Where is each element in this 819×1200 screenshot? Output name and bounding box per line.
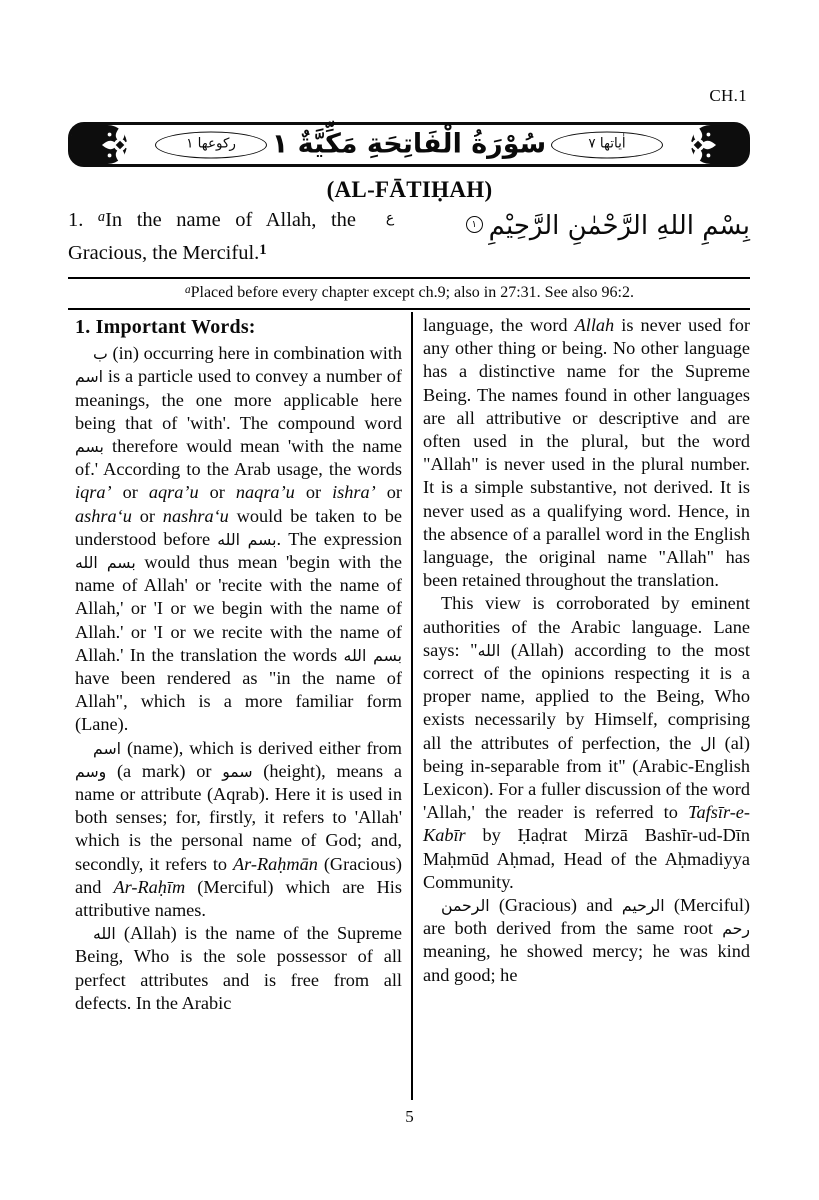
verse-reference-mark: ع bbox=[385, 210, 395, 226]
verse-translation bbox=[68, 205, 356, 271]
commentary-paragraph: الله (Allah) is the name of the Supreme Being, Who is the sole possessor of all perfect attributes and is free from all defects. In the Arabic bbox=[75, 923, 402, 1013]
verse-translation-line2: Gracious, the Merciful.$^1$ bbox=[68, 242, 267, 264]
commentary-paragraph: اسم (name), which is derived either from وسم (a mark) or سمو (height), means a name or attribute (Aqrab). Here it is used in both senses; for, firstly, it refers to 'Allah' which is the personal name of God; and, secondly, it refers to Ar-Raḥmān (Gracious) and Ar-Raḥīm (Merciful) which are His attributive names. bbox=[75, 737, 402, 921]
commentary-paragraph: ب (in) occurring here in combination with اسم is a particle used to convey a number of meanings, the one more applicable here being that of 'with'. The compound word بسم therefore would mean 'with the name of.' According to the Arab usage, the words iqra’ or aqra’u or naqra’u or ishra’ or ashra‘u or nashra‘u would be taken to be understood before بسم الله. The expression بسم الله would thus mean 'begin with the name of Allah' or 'recite with the name of Allah,' or 'I or we begin with the name of Allah.' or 'I or we recite with the name of Allah.' In the translation the words بسم الله have been rendered as "in the name of Allah", which is a more familiar form (Lane). bbox=[75, 343, 403, 735]
surah-title-calligraphy: سُوْرَةُ الْفَاتِحَةِ مَكِّيَّةٌ ١ bbox=[271, 128, 547, 160]
surah-title-transliteration: (AL-FĀTIḤAH) bbox=[326, 177, 493, 202]
footnote-text: $^a$Placed before every chapter except ch.9; also in 27:31. See also 96:2. bbox=[185, 283, 634, 301]
commentary-paragraph: الرحمن (Gracious) and الرحيم (Merciful) are both derived from the same root رحم meaning, he showed mercy; he was kind and good; he bbox=[423, 895, 750, 985]
verse-row bbox=[68, 205, 750, 271]
bismillah-text: بِسْمِ اللهِ الرَّحْمٰنِ الرَّحِيْمِ bbox=[488, 211, 750, 241]
ruku-count-oval: ركوعها ١ bbox=[155, 131, 267, 158]
commentary-columns bbox=[68, 312, 750, 1100]
horizontal-rule-top bbox=[68, 277, 750, 279]
important-words-heading: 1. Important Words: bbox=[75, 316, 256, 338]
commentary-paragraph: This view is corroborated by eminent authorities of the Arabic language. Lane says: "الله (Allah) according to the most correct of the opinions respecting it is a proper name, applied to the Being, Who exists necessarily by Himself, comprising all the attributes of perfection, the ال (al) being in-separable from it" (Arabic-English Lexicon). For a fuller discussion of the word 'Allah,' the reader is referred to Tafsīr-e-Kabīr by Ḥaḍrat Mirzā Bashīr-ud-Dīn Maḥmūd Aḥmad, Head of the Aḥmadiyya Community. bbox=[423, 593, 750, 892]
chapter-reference: CH.1 bbox=[709, 86, 747, 105]
page-number: 5 bbox=[405, 1107, 414, 1126]
verse-arabic-text bbox=[424, 205, 750, 271]
chapter-header-band bbox=[68, 122, 750, 167]
verse-number-marker: ١ bbox=[466, 216, 483, 233]
verse-translation-line1: 1. $^a$In the name of Allah, the bbox=[68, 208, 356, 231]
verse-count-oval: اٰياتها ٧ bbox=[551, 131, 663, 158]
commentary-right-column bbox=[413, 312, 750, 1100]
commentary-paragraph: language, the word Allah is never used for any other thing or being. No other language has a distinctive name for the Supreme Being. The names found in other languages are all attributive or descriptive and are often used in the plural, but the word "Allah" is never used in the plural number. It is a simple substantive, not derived. It is never used as a qualifying word. Hence, in the absence of a parallel word in the English language, the original name "Allah" has been retained throughout the translation. bbox=[423, 315, 750, 591]
horizontal-rule-bottom bbox=[68, 308, 750, 310]
commentary-left-column bbox=[68, 312, 411, 1100]
